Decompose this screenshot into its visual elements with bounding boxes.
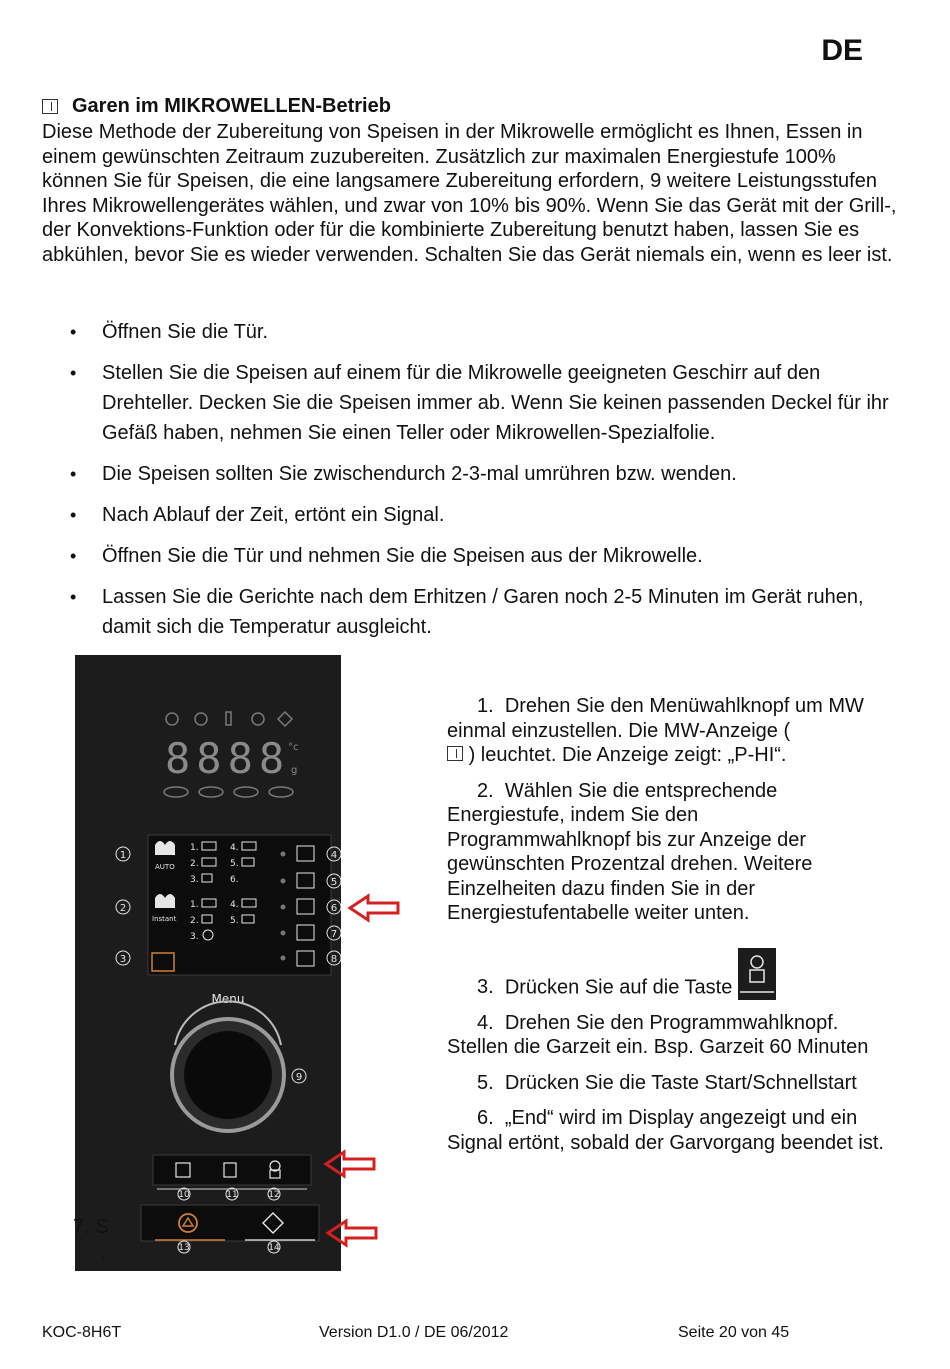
svg-text:7: 7 [330,929,338,940]
svg-text:14: 14 [268,1243,280,1253]
section-title: Garen im MIKROWELLEN-Betrieb [72,95,391,117]
step-number: 3. [477,976,494,998]
step-number: 5. [477,1071,494,1094]
svg-text:6: 6 [330,903,338,914]
svg-text:2.: 2. [190,859,199,869]
svg-text:1.: 1. [190,900,199,910]
list-item: • Die Speisen sollten Sie zwischendurch 2-3-mal umrühren bzw. wenden. [70,459,890,489]
svg-text:2.: 2. [190,916,199,926]
list-item: • Öffnen Sie die Tür und nehmen Sie die Speisen aus der Mikrowelle. [70,541,890,571]
svg-text:6.: 6. [230,875,239,885]
control-panel-image [75,655,341,1271]
section-heading [42,95,391,118]
microwave-icon [42,99,58,114]
step-text: Drücken Sie auf die Taste [504,976,733,998]
truncated-step-7 [73,1214,109,1266]
svg-text:AUTO: AUTO [155,863,175,871]
display-unit-celsius: °c [288,742,299,753]
svg-text:4.: 4. [230,843,239,853]
step-item [447,779,887,926]
instruction-list [70,317,890,653]
truncated-step-line: . [101,1242,107,1264]
svg-text:4: 4 [330,850,338,861]
svg-text:1.: 1. [190,843,199,853]
list-item: • Öffnen Sie die Tür. [70,317,890,347]
svg-text:3.: 3. [190,875,199,885]
footer-page-number: Seite 20 von 45 [678,1324,790,1341]
step-item [447,948,887,1000]
pointer-arrow-icon [324,1218,380,1248]
list-item: • Nach Ablauf der Zeit, ertönt ein Signal. [70,500,890,530]
quick-button-icon [738,948,776,1000]
step-text: „End“ wird im Display angezeigt und ein Signal ertönt, sobald der Garvorgang beendet ist. [447,1107,884,1154]
step-text: Wählen Sie die entsprechende Energiestufe, indem Sie den Programmwahlknopf bis zur Anzeige der gewünschten Prozentzal drehen. Weitere Einzelheiten dazu finden Sie in der Energiestufentabelle weiter unten. [447,779,813,924]
svg-text:10: 10 [178,1190,190,1200]
step-number: 1. [477,695,494,717]
display-unit-gram: g [291,765,298,776]
svg-text:12: 12 [268,1190,280,1200]
svg-text:5.: 5. [230,916,239,926]
step-number: 4. [477,1011,494,1034]
svg-text:2: 2 [119,903,127,914]
microwave-icon [447,746,463,761]
truncated-step-line: 7. S [73,1216,109,1238]
svg-text:1: 1 [119,850,127,861]
svg-text:5: 5 [330,877,338,888]
intro-paragraph: Diese Methode der Zubereitung von Speisen in der Mikrowelle ermöglicht es Ihnen, Essen in einem gewünschten Zeitraum zuzubereiten. Zusätzlich zur maximalen Energiestufe 100% können Sie für Speisen, die eine langsamere Zubereitung erfordern, 9 weitere Leistungsstufen Ihres Mikrowellengerätes wählen, und zwar von 10% bis 90%. Wenn Sie das Gerät mit der Grill-, der Konvektions-Funktion oder für die kombinierte Zubereitung benutzt haben, lassen Sie es abkühlen, bevor Sie es wieder verwenden. Schalten Sie das Gerät niemals ein, wenn es leer ist. [42,121,897,266]
svg-text:5.: 5. [230,859,239,869]
pointer-arrow-icon [346,893,402,923]
procedure-steps [447,694,887,1166]
step-number: 2. [477,779,494,802]
svg-text:Instant: Instant [152,915,177,923]
pointer-arrow-icon [322,1149,378,1179]
control-panel-drawing [75,655,341,1271]
svg-text:3.: 3. [190,932,199,942]
display-digits: 8888 [165,734,291,783]
step-item [447,1071,887,1096]
step-text: Drehen Sie den Menüwahlknopf um MW einmal einzustellen. Die MW-Anzeige ( [447,695,864,742]
step-item [447,1106,887,1155]
svg-text:8: 8 [330,954,338,965]
start-stop-row [141,1205,319,1241]
list-item: • Stellen Sie die Speisen auf einem für die Mikrowelle geeigneten Geschirr auf den Drehteller. Decken Sie die Speisen immer ab. Wenn Sie keinen passenden Deckel für ihr Gefäß haben, nehmen Sie einen Teller oder Mikrowellen-Spezialfolie. [70,358,890,448]
step-item [447,694,887,768]
svg-text:11: 11 [226,1190,238,1200]
step-item [447,1011,887,1060]
language-code: DE [821,34,863,67]
list-item: • Lassen Sie die Gerichte nach dem Erhitzen / Garen noch 2-5 Minuten im Gerät ruhen, damit sich die Temperatur ausgleicht. [70,582,890,642]
footer-version: Version D1.0 / DE 06/2012 [319,1324,509,1341]
svg-text:4.: 4. [230,900,239,910]
step-number: 6. [477,1107,494,1129]
knob-number-label: 9 [295,1072,303,1083]
function-button-row [153,1155,311,1185]
svg-text:13: 13 [178,1243,190,1253]
menu-label: Menu [211,992,245,1006]
step-text: Drehen Sie den Programmwahlknopf. Stellen die Garzeit ein. Bsp. Garzeit 60 Minuten [447,1011,869,1058]
svg-text:3: 3 [119,954,127,965]
step-text: Drücken Sie die Taste Start/Schnellstart [504,1071,857,1094]
step-text: ) leuchtet. Die Anzeige zeigt: „P-HI“. [468,744,787,766]
footer-model: KOC-8H6T [42,1324,122,1341]
